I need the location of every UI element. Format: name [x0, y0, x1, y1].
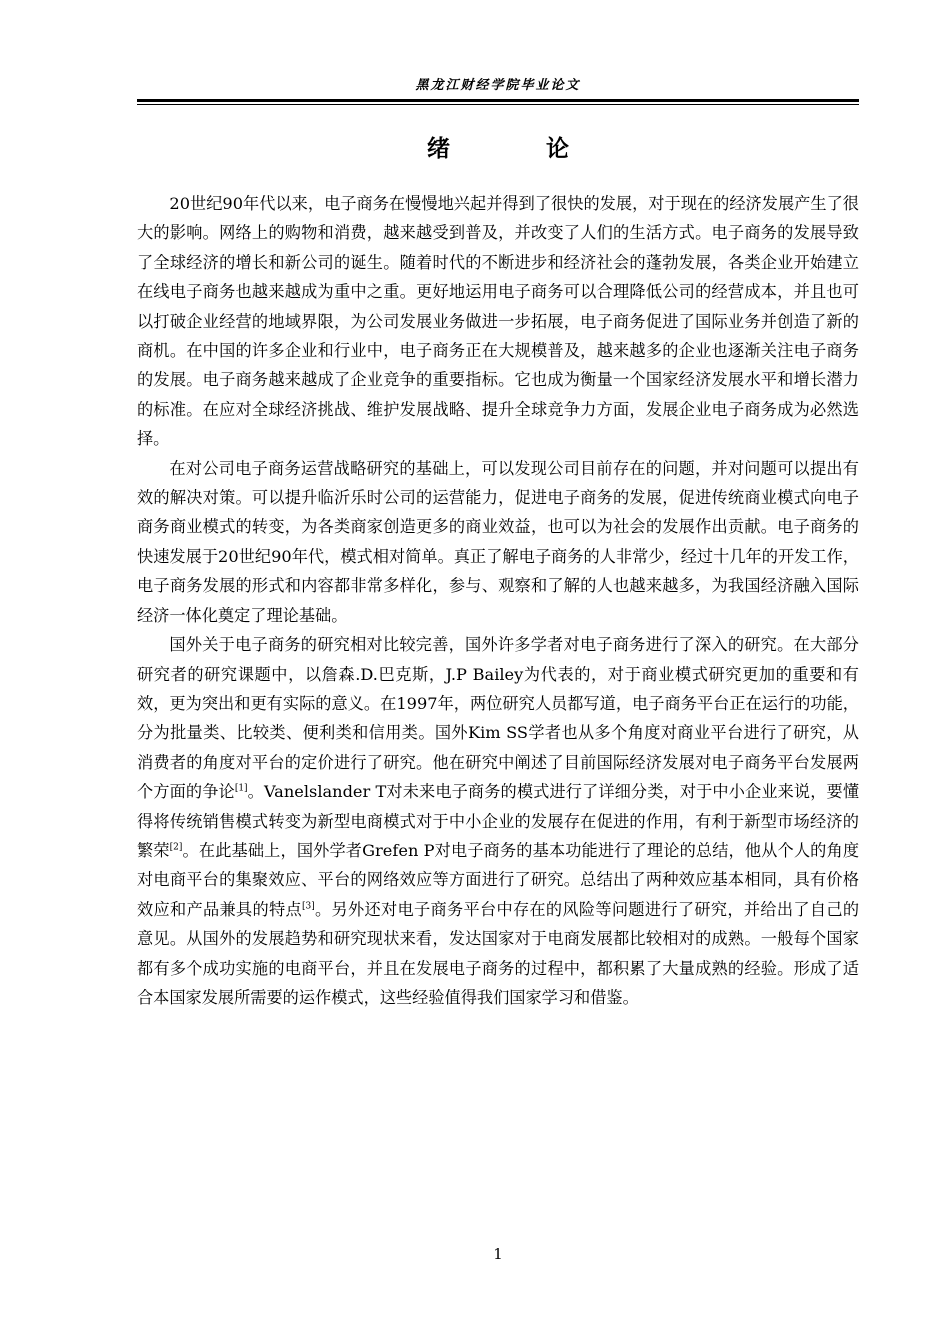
header-rule-thin: [137, 104, 859, 105]
paragraph-1: 20世纪90年代以来，电子商务在慢慢地兴起并得到了很快的发展，对于现在的经济发展产生了很大的影响。网络上的购物和消费，越来越受到普及，并改变了人们的生活方式。电子商务的发展导致了全球经济的增长和新公司的诞生。随着时代的不断进步和经济社会的蓬勃发展，各类企业开始建立在线电子商务也越来越成为重中之重。更好地运用电子商务可以合理降低公司的经营成本，并且也可以打破企业经营的地域界限，为公司发展业务做进一步拓展，电子商务促进了国际业务并创造了新的商机。在中国的许多企业和行业中，电子商务正在大规模普及，越来越多的企业也逐渐关注电子商务的发展。电子商务越来越成了企业竞争的重要指标。它也成为衡量一个国家经济发展水平和增长潜力的标准。在应对全球经济挑战、维护发展战略、提升全球竞争力方面，发展企业电子商务成为必然选择。: [137, 194, 859, 449]
citation-ref-2: [2]: [169, 842, 183, 853]
body-text: [137, 189, 859, 1012]
page-number: 1: [493, 1245, 503, 1263]
paragraph-3-text-2: 。Vanelslander T对未来电子商务的模式进行了详细分类，对于中小企业来说，要懂得将传统销售模式转变为新型电商模式对于中小企业的发展存在促进的作用，有利于新型市场经济的繁荣: [137, 782, 860, 860]
paragraph-3-text-1: 国外关于电子商务的研究相对比较完善，国外许多学者对电子商务进行了深入的研究。在大部分研究者的研究课题中，以詹森.D.巴克斯，J.P Bailey为代表的，对于商业模式研究更加的重要和有效，更为突出和更有实际的意义。在1997年，两位研究人员都写道，电子商务平台正在运行的功能，分为批量类、比较类、便利类和信用类。国外Kim SS学者也从多个角度对商业平台进行了研究，从消费者的角度对平台的定价进行了研究。他在研究中阐述了目前国际经济发展对电子商务平台发展两个方面的争论: [137, 635, 859, 802]
paragraph-3-text-3: 。在此基础上，国外学者Grefen P对电子商务的基本功能进行了理论的总结，他从个人的角度对电商平台的集聚效应、平台的网络效应等方面进行了研究。总结出了两种效应基本相同，具有价格效应和产品兼具的特点: [137, 840, 860, 919]
paragraph-2: 在对公司电子商务运营战略研究的基础上，可以发现公司目前存在的问题，并对问题可以提出有效的解决对策。可以提升临沂乐时公司的运营能力，促进电子商务的发展，促进传统商业模式向电子商务商业模式的转变，为各类商家创造更多的商业效益，也可以为社会的发展作出贡献。电子商务的快速发展于20世纪90年代，模式相对简单。真正了解电子商务的人非常少，经过十几年的开发工作，电子商务发展的形式和内容都非常多样化，参与、观察和了解的人也越来越多，为我国经济融入国际经济一体化奠定了理论基础。: [137, 458, 859, 625]
citation-ref-3: [3]: [301, 901, 315, 912]
chapter-title: 绪 论: [426, 136, 613, 162]
running-header: 黑龙江财经学院毕业论文: [415, 78, 581, 93]
paragraph-3: [137, 630, 859, 1012]
citation-ref-1: [1]: [234, 783, 248, 794]
header-rule-thick: [137, 99, 859, 102]
paragraph-3-text-4: 。另外还对电子商务平台中存在的风险等问题进行了研究，并给出了自己的意见。从国外的发展趋势和研究现状来看，发达国家对于电商发展都比较相对的成熟。一般每个国家都有多个成功实施的电商平台，并且在发展电子商务的过程中，都积累了大量成熟的经验。形成了适合本国家发展所需要的运作模式，这些经验值得我们国家学习和借鉴。: [137, 899, 860, 1007]
